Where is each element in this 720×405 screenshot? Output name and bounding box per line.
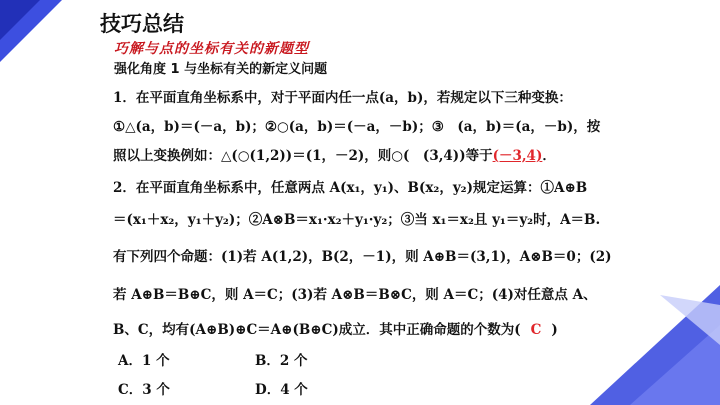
page-subtitle: 巧解与点的坐标有关的新题型	[114, 41, 309, 57]
q1-line-3-text: 照以上变换例如：△(○(1,2))＝(1，－2)，则○( (3,4))等于	[113, 148, 493, 164]
q2-line-5-text: B、C，均有(A⊕B)⊕C＝A⊕(B⊕C)成立．其中正确命题的个数为(	[113, 322, 521, 338]
option-b: B．2 个	[255, 353, 308, 369]
q2-line-3: 有下列四个命题：(1)若 A(1,2)，B(2，－1)，则 A⊕B＝(3,1)，A⊗B＝0；(2)	[113, 249, 612, 265]
option-c: C．3 个	[118, 382, 170, 398]
option-a: A．1 个	[118, 353, 170, 369]
q2-answer: C	[530, 322, 542, 338]
corner-decoration-inner	[0, 0, 40, 40]
q2-line-2: ＝(x₁＋x₂，y₁＋y₂)；②A⊗B＝x₁·x₂＋y₁·y₂；③当 x₁＝x₂且 y₁＝y₂时，A＝B.	[113, 212, 601, 228]
page-title: 技巧总结	[100, 12, 184, 36]
q2-line-5	[113, 318, 558, 338]
option-d: D．4 个	[255, 382, 308, 398]
q2-line-4: 若 A⊕B＝B⊕C，则 A＝C；(3)若 A⊗B＝B⊗C，则 A＝C；(4)对任意点 A、	[113, 287, 597, 303]
q1-line-1: 1．在平面直角坐标系中，对于平面内任一点(a，b)，若规定以下三种变换：	[113, 90, 572, 106]
section-heading: 强化角度 1 与坐标有关的新定义问题	[114, 62, 328, 77]
bottom-right-decoration	[570, 285, 720, 405]
q2-line-5-end: )	[551, 322, 558, 338]
q1-line-3	[113, 144, 556, 164]
q2-line-1: 2．在平面直角坐标系中，任意两点 A(x₁，y₁)、B(x₂，y₂)规定运算：①A⊕B	[113, 180, 588, 196]
q1-line-2: ①△(a，b)＝(－a，b)；②○(a，b)＝(－a，－b)；③ (a，b)＝(a，－b)，按	[113, 119, 601, 135]
q1-line-3-end: ．	[542, 148, 556, 164]
q1-answer: (－3,4)	[492, 148, 543, 164]
